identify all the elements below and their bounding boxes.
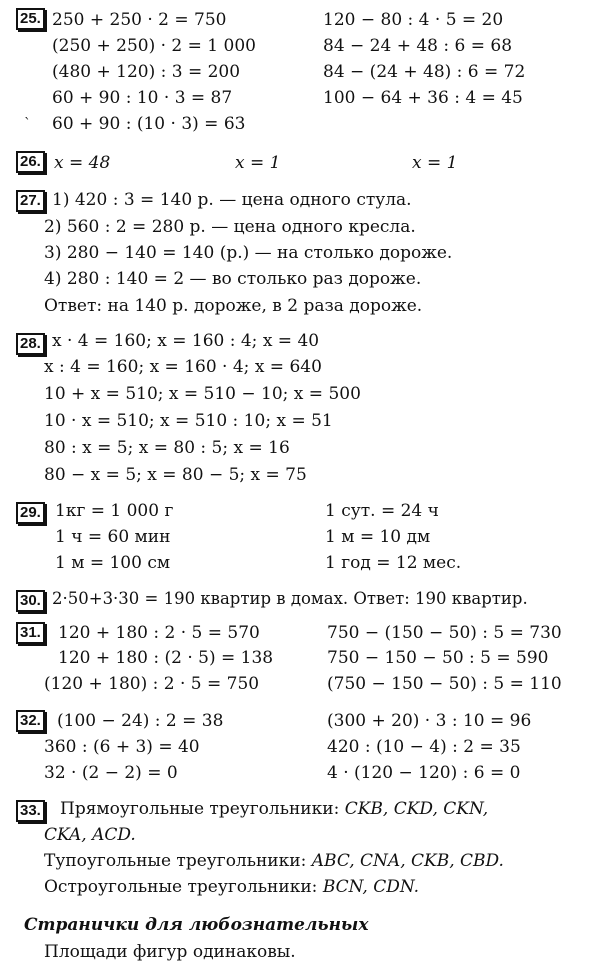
p28-line-1: x · 4 = 160; x = 160 : 4; x = 40 [52, 331, 320, 351]
p33-acute-values: BCN, CDN. [322, 877, 420, 897]
p25-left-1: 250 + 250 · 2 = 750 [52, 10, 227, 30]
p32-left-3: 32 · (2 − 2) = 0 [44, 763, 178, 783]
p27-line-3: 3) 280 − 140 = 140 (р.) — на столько дороже. [44, 243, 453, 263]
p33-line-4 [44, 876, 419, 898]
p25-right-2: 84 − 24 + 48 : 6 = 68 [323, 36, 513, 56]
p32-right-1: (300 + 20) · 3 : 10 = 96 [327, 711, 532, 731]
p29-right-3: 1 год = 12 мес. [325, 553, 462, 573]
p26-answer-3: x = 1 [412, 153, 458, 173]
task-number-27: 27. [16, 190, 45, 212]
p25-right-1: 120 − 80 : 4 · 5 = 20 [323, 10, 504, 30]
p28-line-2: x : 4 = 160; x = 160 · 4; x = 640 [44, 357, 322, 377]
section-text: Площади фигур одинаковы. [44, 942, 296, 962]
p32-right-3: 4 · (120 − 120) : 6 = 0 [327, 763, 521, 783]
p28-line-6: 80 − x = 5; x = 80 − 5; x = 75 [44, 465, 307, 485]
p25-right-4: 100 − 64 + 36 : 4 = 45 [323, 88, 523, 108]
p29-left-2: 1 ч = 60 мин [55, 527, 171, 547]
p26-answer-1: x = 48 [54, 153, 111, 173]
p27-answer: Ответ: на 140 р. дороже, в 2 раза дороже. [44, 296, 423, 316]
task-number-25: 25. [16, 8, 45, 30]
p27-line-2: 2) 560 : 2 = 280 р. — цена одного кресла. [44, 217, 416, 237]
p32-left-2: 360 : (6 + 3) = 40 [44, 737, 200, 757]
p25-right-3: 84 − (24 + 48) : 6 = 72 [323, 62, 526, 82]
p31-right-3: (750 − 150 − 50) : 5 = 110 [327, 674, 562, 694]
p25-left-4: 60 + 90 : 10 · 3 = 87 [52, 88, 233, 108]
p33-line-2: CKA, ACD. [44, 825, 136, 845]
p28-line-5: 80 : x = 5; x = 80 : 5; x = 16 [44, 438, 290, 458]
p25-left-2: (250 + 250) · 2 = 1 000 [52, 36, 256, 56]
p33-obtuse-values: ABC, CNA, CKB, CBD. [311, 851, 504, 871]
task-number-33: 33. [16, 800, 45, 822]
p28-line-4: 10 · x = 510; x = 510 : 10; x = 51 [44, 411, 333, 431]
p25-left-5: 60 + 90 : (10 · 3) = 63 [52, 114, 246, 134]
section-heading: Странички для любознательных [24, 915, 369, 935]
p31-left-1: 120 + 180 : 2 · 5 = 570 [58, 623, 260, 643]
p29-right-2: 1 м = 10 дм [325, 527, 431, 547]
p27-line-4: 4) 280 : 140 = 2 — во столько раз дороже. [44, 269, 422, 289]
p33-line-1 [60, 798, 488, 820]
p33-right-values: CKB, CKD, CKN, [344, 799, 489, 819]
p28-line-3: 10 + x = 510; x = 510 − 10; x = 500 [44, 384, 361, 404]
task-number-30: 30. [16, 590, 45, 612]
p29-left-3: 1 м = 100 см [55, 553, 171, 573]
p30-text: 2·50+3·30 = 190 квартир в домах. Ответ: 190 квартир. [52, 589, 528, 608]
p33-obtuse-label: Тупоугольные треугольники: [44, 851, 307, 871]
p31-left-3: (120 + 180) : 2 · 5 = 750 [44, 674, 260, 694]
p31-left-2: 120 + 180 : (2 · 5) = 138 [58, 648, 274, 668]
p33-line-3 [44, 850, 504, 872]
p31-right-2: 750 − 150 − 50 : 5 = 590 [327, 648, 549, 668]
task-number-29: 29. [16, 502, 45, 524]
p32-right-2: 420 : (10 − 4) : 2 = 35 [327, 737, 521, 757]
task-number-28: 28. [16, 333, 45, 355]
p33-right-label: Прямоугольные треугольники: [60, 799, 340, 819]
p33-acute-label: Остроугольные треугольники: [44, 877, 318, 897]
p27-line-1: 1) 420 : 3 = 140 р. — цена одного стула. [52, 190, 412, 210]
task-number-26: 26. [16, 151, 45, 173]
task-number-32: 32. [16, 710, 45, 732]
p31-right-1: 750 − (150 − 50) : 5 = 730 [327, 623, 562, 643]
p29-left-1: 1кг = 1 000 г [55, 501, 174, 521]
task-number-31: 31. [16, 622, 45, 644]
p25-left-3: (480 + 120) : 3 = 200 [52, 62, 241, 82]
p26-answer-2: x = 1 [235, 153, 281, 173]
p29-right-1: 1 сут. = 24 ч [325, 501, 439, 521]
stray-mark: ˋ [24, 116, 31, 132]
p32-left-1: (100 − 24) : 2 = 38 [57, 711, 224, 731]
